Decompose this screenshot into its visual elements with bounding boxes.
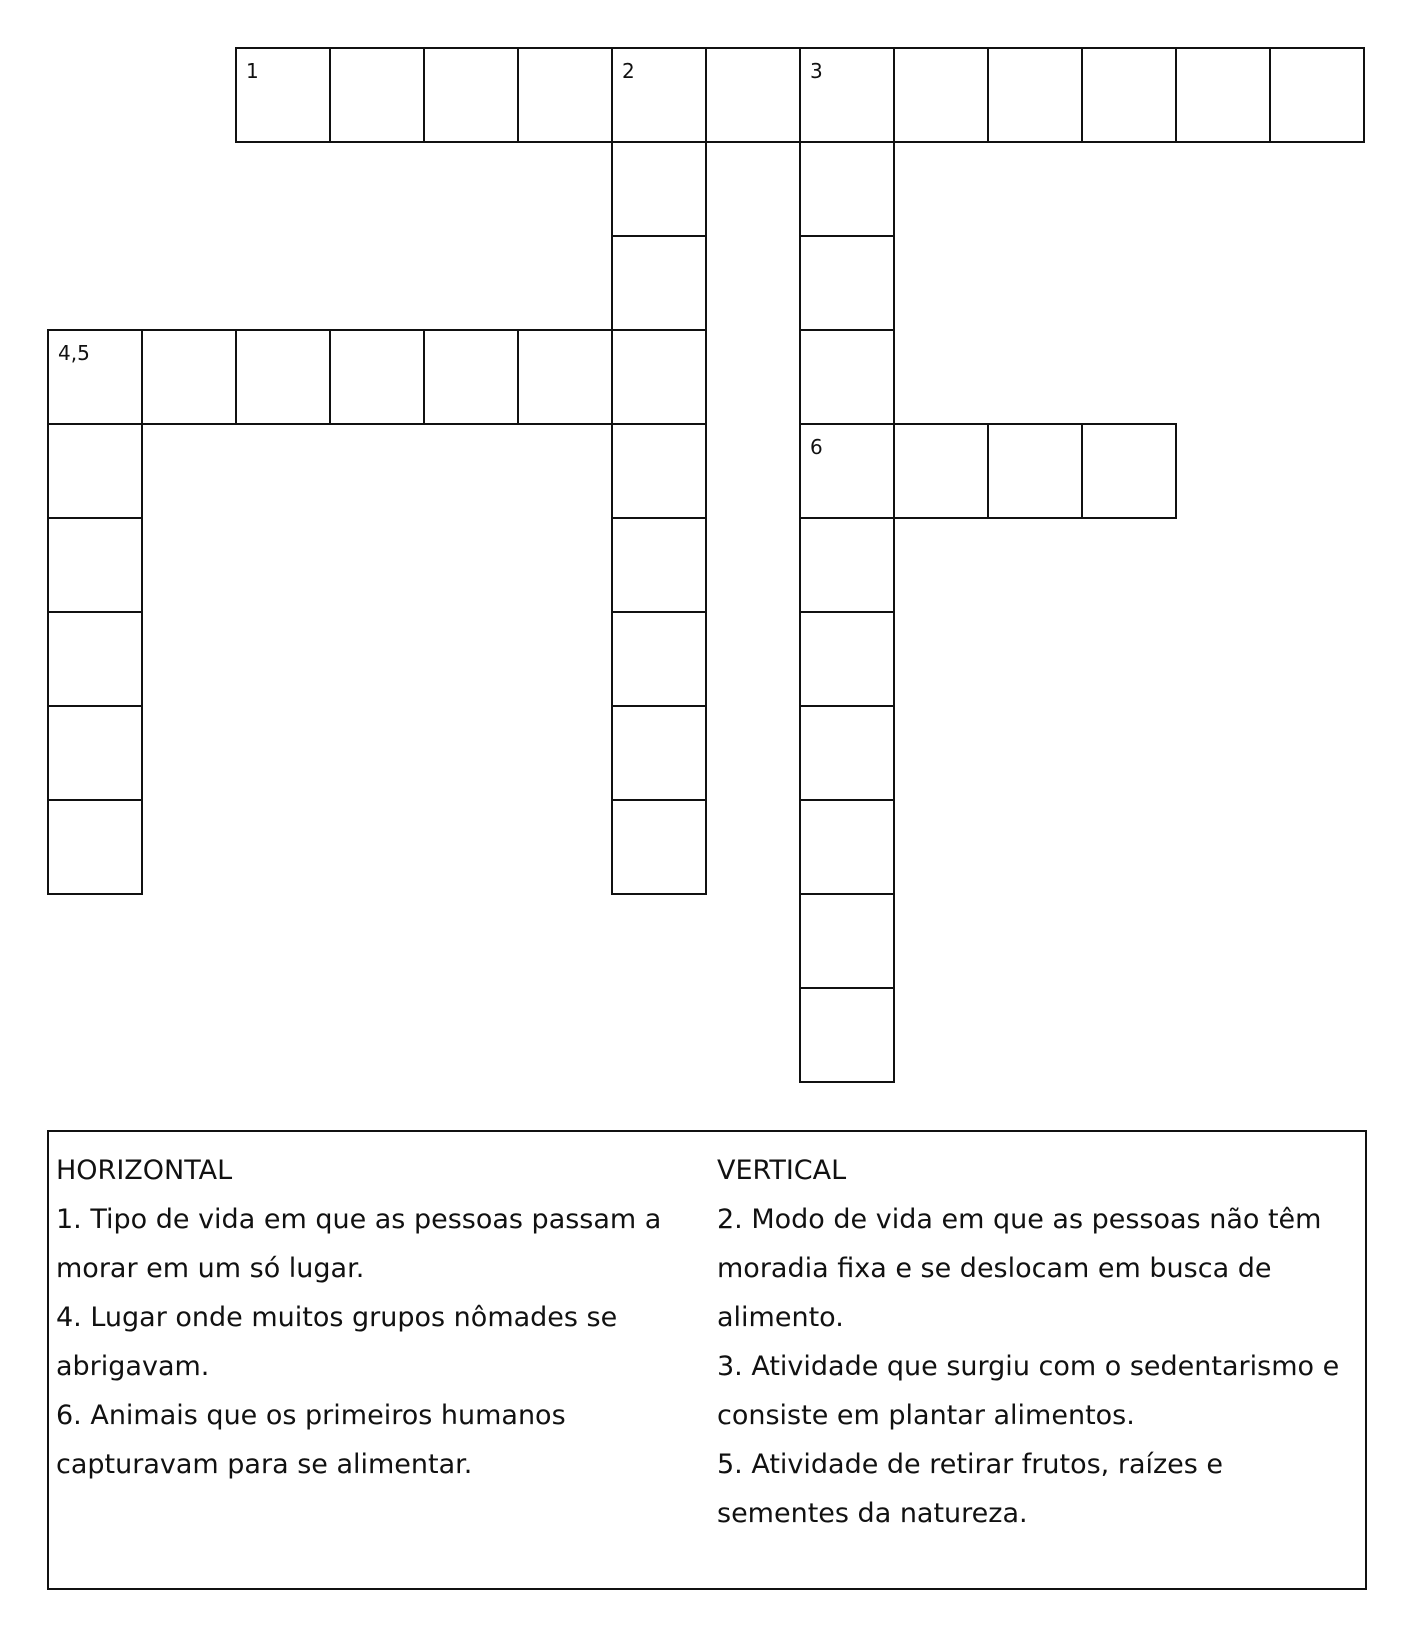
cell-input[interactable] — [613, 143, 705, 235]
grid-cell[interactable] — [611, 235, 707, 331]
grid-cell[interactable] — [47, 799, 143, 895]
grid-cell[interactable] — [799, 987, 895, 1083]
cell-input[interactable] — [613, 519, 705, 611]
cell-input[interactable] — [331, 331, 423, 423]
cell-input[interactable] — [519, 331, 611, 423]
cell-input[interactable] — [801, 613, 893, 705]
cell-input[interactable] — [801, 707, 893, 799]
grid-cell[interactable] — [235, 47, 331, 143]
grid-cell[interactable] — [1175, 47, 1271, 143]
horizontal-heading: HORIZONTAL — [56, 1155, 233, 1186]
cell-input[interactable] — [143, 331, 235, 423]
cell-input[interactable] — [425, 49, 517, 141]
cell-input[interactable] — [613, 801, 705, 893]
grid-cell[interactable] — [611, 47, 707, 143]
grid-cell[interactable] — [47, 705, 143, 801]
cell-input[interactable] — [989, 425, 1081, 517]
grid-cell[interactable] — [517, 47, 613, 143]
cell-input[interactable] — [1271, 49, 1363, 141]
cell-input[interactable] — [613, 331, 705, 423]
clue-number-1: 1 — [246, 59, 259, 83]
cell-input[interactable] — [49, 801, 141, 893]
grid-cell[interactable] — [893, 423, 989, 519]
grid-cell[interactable] — [47, 423, 143, 519]
cell-input[interactable] — [613, 707, 705, 799]
grid-cell[interactable] — [799, 141, 895, 237]
clue-3: 3. Atividade que surgiu com o sedentarismo e consiste em plantar alimentos. — [717, 1351, 1340, 1431]
cell-input[interactable] — [1083, 49, 1175, 141]
cell-input[interactable] — [801, 895, 893, 987]
cell-input[interactable] — [49, 425, 141, 517]
cell-input[interactable] — [801, 519, 893, 611]
cell-input[interactable] — [237, 331, 329, 423]
grid-cell[interactable] — [611, 799, 707, 895]
cell-input[interactable] — [895, 425, 987, 517]
cell-input[interactable] — [331, 49, 423, 141]
grid-cell[interactable] — [611, 705, 707, 801]
grid-cell[interactable] — [799, 705, 895, 801]
grid-cell[interactable] — [799, 423, 895, 519]
grid-cell[interactable] — [1081, 47, 1177, 143]
cell-input[interactable] — [49, 707, 141, 799]
cell-input[interactable] — [895, 49, 987, 141]
grid-cell[interactable] — [799, 611, 895, 707]
cell-input[interactable] — [707, 49, 799, 141]
grid-cell[interactable] — [799, 329, 895, 425]
grid-cell[interactable] — [705, 47, 801, 143]
vertical-heading: VERTICAL — [717, 1155, 847, 1186]
grid-cell[interactable] — [235, 329, 331, 425]
clue-number-3: 3 — [810, 59, 823, 83]
grid-cell[interactable] — [611, 329, 707, 425]
clue-1: 1. Tipo de vida em que as pessoas passam a morar em um só lugar. — [56, 1204, 662, 1284]
grid-cell[interactable] — [611, 517, 707, 613]
cell-input[interactable] — [801, 237, 893, 329]
clue-number-2: 2 — [622, 59, 635, 83]
grid-cell[interactable] — [1081, 423, 1177, 519]
clue-number-4-5: 4,5 — [58, 341, 90, 365]
cell-input[interactable] — [613, 425, 705, 517]
grid-cell[interactable] — [799, 799, 895, 895]
cell-input[interactable] — [237, 49, 329, 141]
clues-box — [47, 1130, 1367, 1590]
grid-cell[interactable] — [893, 47, 989, 143]
horizontal-clues — [56, 1146, 676, 1489]
grid-cell[interactable] — [987, 47, 1083, 143]
clue-number-6: 6 — [810, 435, 823, 459]
cell-input[interactable] — [801, 49, 893, 141]
grid-cell[interactable] — [423, 47, 519, 143]
vertical-clues — [717, 1146, 1357, 1538]
cell-input[interactable] — [801, 801, 893, 893]
grid-cell[interactable] — [611, 423, 707, 519]
grid-cell[interactable] — [47, 611, 143, 707]
grid-cell[interactable] — [611, 141, 707, 237]
cell-input[interactable] — [49, 519, 141, 611]
grid-cell[interactable] — [329, 47, 425, 143]
cell-input[interactable] — [425, 331, 517, 423]
grid-cell[interactable] — [47, 329, 143, 425]
cell-input[interactable] — [613, 49, 705, 141]
clue-4: 4. Lugar onde muitos grupos nômades se abrigavam. — [56, 1302, 618, 1382]
cell-input[interactable] — [801, 425, 893, 517]
grid-cell[interactable] — [799, 47, 895, 143]
cell-input[interactable] — [989, 49, 1081, 141]
clue-5: 5. Atividade de retirar frutos, raízes e sementes da natureza. — [717, 1449, 1224, 1529]
grid-cell[interactable] — [799, 235, 895, 331]
cell-input[interactable] — [801, 989, 893, 1081]
grid-cell[interactable] — [987, 423, 1083, 519]
grid-cell[interactable] — [799, 893, 895, 989]
grid-cell[interactable] — [611, 611, 707, 707]
grid-cell[interactable] — [47, 517, 143, 613]
cell-input[interactable] — [519, 49, 611, 141]
cell-input[interactable] — [801, 143, 893, 235]
grid-cell[interactable] — [1269, 47, 1365, 143]
cell-input[interactable] — [1177, 49, 1269, 141]
grid-cell[interactable] — [141, 329, 237, 425]
clue-2: 2. Modo de vida em que as pessoas não têm moradia fixa e se deslocam em busca de alimento. — [717, 1204, 1322, 1333]
cell-input[interactable] — [613, 613, 705, 705]
cell-input[interactable] — [49, 613, 141, 705]
clue-6: 6. Animais que os primeiros humanos capturavam para se alimentar. — [56, 1400, 566, 1480]
grid-cell[interactable] — [799, 517, 895, 613]
grid-cell[interactable] — [423, 329, 519, 425]
grid-cell[interactable] — [517, 329, 613, 425]
grid-cell[interactable] — [329, 329, 425, 425]
cell-input[interactable] — [1083, 425, 1175, 517]
cell-input[interactable] — [801, 331, 893, 423]
cell-input[interactable] — [613, 237, 705, 329]
cell-input[interactable] — [49, 331, 141, 423]
